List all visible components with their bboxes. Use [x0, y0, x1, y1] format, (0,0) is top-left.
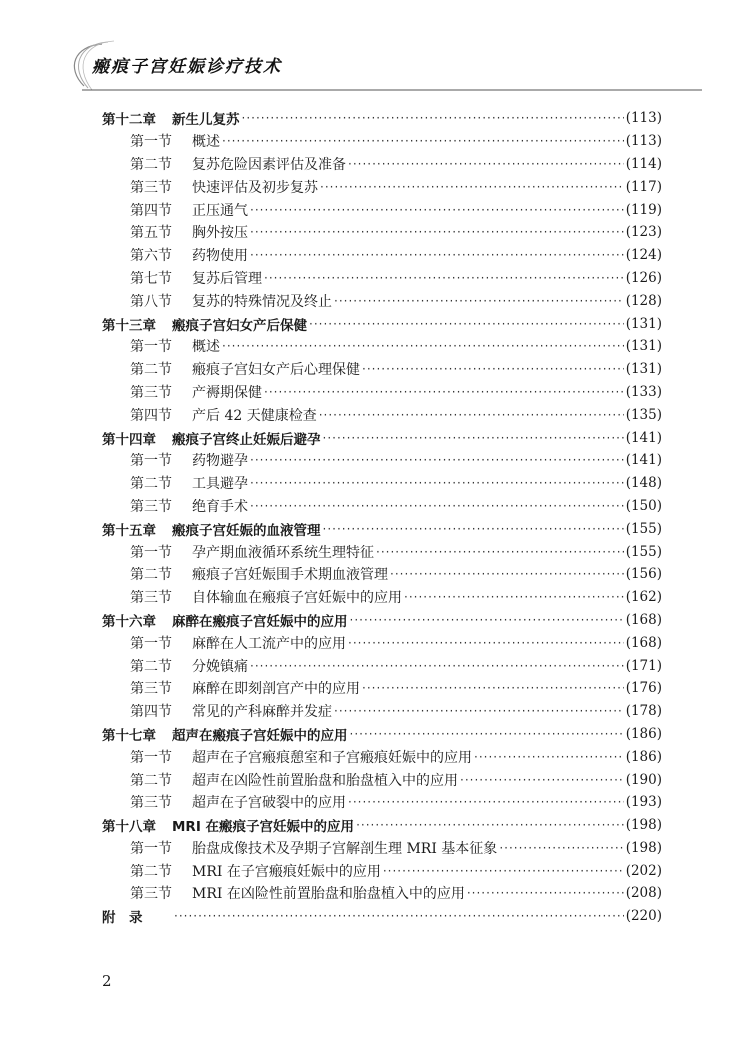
toc-entry-title: 概述: [192, 339, 220, 356]
toc-entry-title: 超声在瘢痕子宫妊娠中的应用: [172, 727, 348, 744]
toc-leader-dots: [250, 476, 624, 490]
toc-entry-label: 第十二章: [102, 112, 156, 129]
toc-entry-title: 快速评估及初步复苏: [192, 179, 318, 196]
toc-entry-title: 产褥期保健: [192, 384, 262, 401]
toc-entry-label: 第二节: [130, 863, 172, 880]
toc-entry-title: 药物使用: [192, 248, 248, 265]
toc-entry-page: (168): [625, 634, 662, 651]
toc-leader-dots: [467, 886, 624, 900]
page-number: 2: [102, 972, 112, 990]
toc-entry-page: (150): [625, 497, 662, 514]
toc-leader-dots: [460, 773, 624, 787]
toc-entry-page: (186): [625, 725, 662, 742]
toc-chapter-entry[interactable]: [102, 517, 662, 540]
toc-entry-page: (198): [625, 839, 662, 856]
toc-entry-title: MRI 在子宫瘢痕妊娠中的应用: [192, 863, 381, 880]
toc-entry-label: 第二节: [130, 567, 172, 584]
toc-entry-title: 瘢痕子宫终止妊娠后避孕: [172, 431, 321, 448]
toc-leader-dots: [242, 111, 624, 125]
toc-section-entry[interactable]: [102, 745, 662, 768]
toc-entry-page: (155): [625, 520, 662, 537]
toc-entry-label: 第一节: [130, 339, 172, 356]
toc-section-entry[interactable]: [102, 267, 662, 290]
toc-entry-title: 胸外按压: [192, 225, 248, 242]
toc-entry-title: 正压通气: [192, 202, 248, 219]
toc-section-entry[interactable]: [102, 198, 662, 221]
toc-entry-page: (162): [625, 589, 662, 606]
toc-chapter-entry[interactable]: [102, 814, 662, 837]
toc-leader-dots: [323, 431, 624, 445]
toc-section-entry[interactable]: [102, 175, 662, 198]
toc-section-entry[interactable]: [102, 221, 662, 244]
toc-chapter-entry[interactable]: [102, 107, 662, 130]
toc-leader-dots: [222, 134, 624, 148]
toc-entry-page: (135): [625, 406, 662, 423]
toc-entry-title: 概述: [192, 134, 220, 151]
toc-entry-label: 第一节: [130, 134, 172, 151]
toc-entry-page: (113): [625, 110, 662, 127]
toc-leader-dots: [356, 818, 624, 832]
toc-leader-dots: [250, 659, 624, 673]
toc-entry-label: 第三节: [130, 681, 172, 698]
toc-entry-page: (123): [625, 224, 662, 241]
toc-section-entry[interactable]: [102, 631, 662, 654]
toc-entry-page: (119): [625, 201, 662, 218]
toc-entry-title: 常见的产科麻醉并发症: [192, 704, 332, 721]
toc-section-entry[interactable]: [102, 654, 662, 677]
toc-entry-page: (117): [625, 178, 662, 195]
toc-entry-title: 瘢痕子宫妊娠围手术期血液管理: [192, 567, 388, 584]
toc-entry-page: (176): [625, 680, 662, 697]
toc-chapter-entry[interactable]: [102, 905, 662, 928]
toc-entry-page: (114): [625, 155, 662, 172]
toc-entry-label: 第二节: [130, 362, 172, 379]
toc-entry-label: 第一节: [130, 635, 172, 652]
toc-leader-dots: [250, 499, 624, 513]
toc-leader-dots: [320, 180, 624, 194]
toc-leader-dots: [309, 317, 624, 331]
toc-leader-dots: [250, 203, 624, 217]
toc-entry-page: (220): [625, 908, 662, 925]
toc-entry-label: 第十八章: [102, 819, 156, 836]
toc-entry-title: 胎盘成像技术及孕期子宫解剖生理 MRI 基本征象: [192, 840, 498, 857]
toc-entry-label: 第十七章: [102, 727, 156, 744]
toc-entry-title: 复苏的特殊情况及终止: [192, 293, 332, 310]
toc-entry-page: (128): [625, 292, 662, 309]
toc-chapter-entry[interactable]: [102, 723, 662, 746]
toc-section-entry[interactable]: [102, 449, 662, 472]
toc-leader-dots: [250, 225, 624, 239]
toc-leader-dots: [348, 157, 624, 171]
toc-chapter-entry[interactable]: [102, 609, 662, 632]
toc-section-entry[interactable]: [102, 335, 662, 358]
toc-entry-page: (208): [625, 885, 662, 902]
toc-chapter-entry[interactable]: [102, 426, 662, 449]
toc-entry-title: 麻醉在瘢痕子宫妊娠中的应用: [172, 613, 348, 630]
toc-entry-page: (133): [625, 383, 662, 400]
toc-leader-dots: [334, 294, 624, 308]
toc-chapter-entry[interactable]: [102, 312, 662, 335]
toc-section-entry[interactable]: [102, 130, 662, 153]
toc-entry-label: 第三节: [130, 795, 172, 812]
toc-section-entry[interactable]: [102, 837, 662, 860]
toc-entry-title: 新生儿复苏: [172, 112, 240, 129]
toc-entry-label: 第二节: [130, 658, 172, 675]
toc-entry-title: 药物避孕: [192, 453, 248, 470]
toc-entry-page: (126): [625, 269, 662, 286]
toc-leader-dots: [174, 909, 624, 923]
toc-entry-label: 第一节: [130, 544, 172, 561]
toc-entry-page: (141): [625, 452, 662, 469]
toc-leader-dots: [383, 864, 624, 878]
book-title: 瘢痕子宫妊娠诊疗技术: [92, 57, 282, 77]
toc-entry-page: (155): [625, 543, 662, 560]
toc-leader-dots: [362, 362, 624, 376]
toc-entry-label: 第三节: [130, 590, 172, 607]
toc-entry-page: (113): [625, 133, 662, 150]
toc-entry-label: 第五节: [130, 225, 172, 242]
toc-entry-title: 超声在子宫破裂中的应用: [192, 795, 346, 812]
toc-entry-page: (141): [625, 429, 662, 446]
toc-entry-title: 自体输血在瘢痕子宫妊娠中的应用: [192, 590, 402, 607]
toc-entry-page: (131): [625, 315, 662, 332]
toc-entry-page: (186): [625, 748, 662, 765]
toc-section-entry[interactable]: [102, 153, 662, 176]
toc-entry-label: 第七节: [130, 270, 172, 287]
toc-entry-title: 瘢痕子宫妊娠的血液管理: [172, 522, 321, 539]
toc-entry-title: 分娩镇痛: [192, 658, 248, 675]
toc-section-entry[interactable]: [102, 289, 662, 312]
toc-section-entry[interactable]: [102, 677, 662, 700]
toc-leader-dots: [348, 795, 624, 809]
toc-leader-dots: [334, 704, 624, 718]
toc-leader-dots: [376, 545, 624, 559]
toc-leader-dots: [264, 385, 624, 399]
toc-entry-label: 第六节: [130, 248, 172, 265]
toc-entry-label: 第三节: [130, 886, 172, 903]
toc-entry-label: 第十五章: [102, 522, 156, 539]
toc-entry-page: (148): [625, 475, 662, 492]
toc-entry-label: 第一节: [130, 749, 172, 766]
toc-section-entry[interactable]: [102, 563, 662, 586]
toc-leader-dots: [499, 841, 623, 855]
toc-section-entry[interactable]: [102, 768, 662, 791]
toc-entry-label: 附 录: [102, 910, 143, 927]
toc-entry-page: (202): [625, 862, 662, 879]
toc-leader-dots: [250, 248, 624, 262]
toc-section-entry[interactable]: [102, 700, 662, 723]
toc-entry-label: 第二节: [130, 476, 172, 493]
toc-entry-title: 瘢痕子宫妇女产后保健: [172, 317, 307, 334]
toc-entry-page: (131): [625, 338, 662, 355]
toc-section-entry[interactable]: [102, 381, 662, 404]
toc-entry-page: (131): [625, 361, 662, 378]
toc-entry-label: 第一节: [130, 453, 172, 470]
toc-entry-page: (178): [625, 703, 662, 720]
toc-entry-label: 第十三章: [102, 317, 156, 334]
toc-leader-dots: [348, 636, 624, 650]
toc-leader-dots: [222, 339, 624, 353]
toc-section-entry[interactable]: [102, 586, 662, 609]
toc-section-entry[interactable]: [102, 791, 662, 814]
toc-entry-title: 麻醉在人工流产中的应用: [192, 635, 346, 652]
toc-leader-dots: [319, 408, 624, 422]
toc-leader-dots: [390, 567, 624, 581]
toc-entry-title: 工具避孕: [192, 476, 248, 493]
toc-entry-label: 第三节: [130, 498, 172, 515]
toc-entry-title: 瘢痕子宫妇女产后心理保健: [192, 362, 360, 379]
toc-entry-title: 产后 42 天健康检查: [192, 407, 317, 424]
toc-entry-page: (198): [625, 817, 662, 834]
toc-section-entry[interactable]: [102, 403, 662, 426]
toc-entry-page: (190): [625, 771, 662, 788]
toc-section-entry[interactable]: [102, 540, 662, 563]
toc-entry-page: (171): [625, 657, 662, 674]
toc-leader-dots: [250, 453, 624, 467]
toc-entry-label: 第三节: [130, 179, 172, 196]
toc-entry-label: 第三节: [130, 384, 172, 401]
table-of-contents: [102, 107, 662, 928]
toc-entry-label: 第四节: [130, 202, 172, 219]
toc-entry-title: MRI 在瘢痕子宫妊娠中的应用: [172, 819, 355, 836]
toc-entry-title: 麻醉在即刻剖宫产中的应用: [192, 681, 360, 698]
toc-entry-title: MRI 在凶险性前置胎盘和胎盘植入中的应用: [192, 886, 465, 903]
toc-section-entry[interactable]: [102, 495, 662, 518]
running-header: [62, 38, 722, 98]
toc-section-entry[interactable]: [102, 358, 662, 381]
toc-entry-label: 第四节: [130, 407, 172, 424]
toc-entry-label: 第一节: [130, 840, 172, 857]
toc-entry-title: 复苏危险因素评估及准备: [192, 156, 346, 173]
toc-leader-dots: [264, 271, 624, 285]
toc-leader-dots: [404, 590, 624, 604]
toc-section-entry[interactable]: [102, 472, 662, 495]
toc-entry-title: 复苏后管理: [192, 270, 262, 287]
toc-entry-page: (124): [625, 247, 662, 264]
toc-leader-dots: [323, 522, 624, 536]
toc-entry-label: 第二节: [130, 772, 172, 789]
toc-entry-label: 第十六章: [102, 613, 156, 630]
toc-entry-title: 超声在凶险性前置胎盘和胎盘植入中的应用: [192, 772, 458, 789]
toc-entry-title: 孕产期血液循环系统生理特征: [192, 544, 374, 561]
toc-entry-label: 第二节: [130, 156, 172, 173]
toc-entry-title: 绝育手术: [192, 498, 248, 515]
toc-entry-label: 第十四章: [102, 431, 156, 448]
toc-section-entry[interactable]: [102, 244, 662, 267]
toc-leader-dots: [474, 750, 624, 764]
toc-leader-dots: [350, 613, 624, 627]
toc-leader-dots: [362, 681, 624, 695]
toc-entry-title: 超声在子宫瘢痕憩室和子宫瘢痕妊娠中的应用: [192, 749, 472, 766]
toc-section-entry[interactable]: [102, 882, 662, 905]
toc-entry-label: 第八节: [130, 293, 172, 310]
toc-entry-page: (156): [625, 566, 662, 583]
toc-entry-page: (168): [625, 611, 662, 628]
toc-entry-label: 第四节: [130, 704, 172, 721]
toc-leader-dots: [350, 727, 624, 741]
toc-entry-page: (193): [625, 794, 662, 811]
toc-section-entry[interactable]: [102, 859, 662, 882]
